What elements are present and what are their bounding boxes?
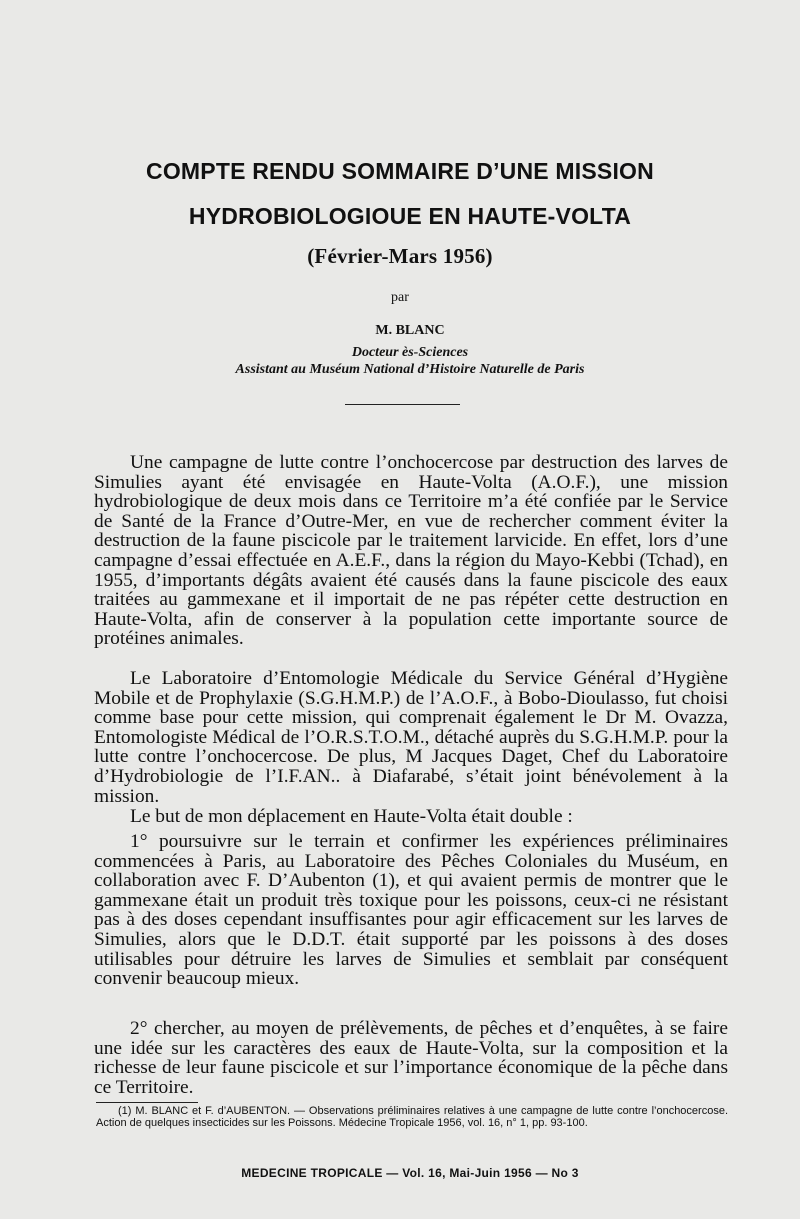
paragraph-1: Une campagne de lutte contre l’onchocercose par destruction des larves de Simulies ayant été envisagée en Haute-Volta (A.O.F.), une mission hydrobiologique de deux mois dans ce Territoire m’a été confiée par le Service de Santé de la France d’Outre-Mer, en vue de rechercher comment éviter la destruction de la faune piscicole par le traitement larvicide. En effet, lors d’une campagne d’essai effectuée en A.E.F., dans la région du Mayo-Kebbi (Tchad), en 1955, d’importants dégâts avaient été causés dans la faune piscicole des eaux traitées au gammexane et il importait de ne pas répéter cette destruction en Haute-Volta, afin de conserver à la population cette importante source de protéines animales. [94, 452, 728, 650]
byline-par: par [391, 290, 409, 305]
title-date: (Février-Mars 1956) [307, 244, 493, 268]
footnote: (1) M. BLANC et F. d’AUBENTON. — Observations préliminaires relatives à une campagne de lutte contre l’onchocercose. Action de quelques insecticides sur les Poissons. Médecine Tropicale 1956, vol. 16, n° 1, pp. 93-100. [96, 1105, 728, 1129]
paragraph-5: 2° chercher, au moyen de prélèvements, de pêches et d’enquêtes, à se faire une idée sur les caractères des eaux de Haute-Volta, sur la composition et la richesse de leur faune piscicole et sur l’importance économique de la pêche dans ce Territoire. [94, 1018, 728, 1098]
footnote-separator [96, 1102, 198, 1103]
journal-footer: MEDECINE TROPICALE — Vol. 16, Mai-Juin 1956 — No 3 [241, 1166, 579, 1180]
paragraph-4: 1° poursuivre sur le terrain et confirmer les expériences préliminaires commencées à Paris, au Laboratoire des Pêches Coloniales du Muséum, en collaboration avec F. D’Aubenton (1), et qui avaient permis de montrer que le gammexane était un produit très toxique pour les poissons, ceux-ci ne résistant pas à des doses cependant insuffisantes pour agir efficacement sur les larves de Simulies, alors que le D.D.T. était supporté par les poissons à des doses utilisables pour détruire les larves de Simulies et semblait par conséquent convenir beaucoup mieux. [94, 831, 728, 990]
title-line-1: COMPTE RENDU SOMMAIRE D’UNE MISSION [146, 158, 654, 184]
paragraph-3: Le but de mon déplacement en Haute-Volta était double : [130, 806, 573, 827]
author-affiliation: Assistant au Muséum National d’Histoire Naturelle de Paris [235, 362, 585, 377]
title-line-2: HYDROBIOLOGIOUE EN HAUTE-VOLTA [188, 203, 632, 229]
author-name: M. BLANC [375, 323, 445, 338]
author-degree: Docteur ès-Sciences [351, 345, 469, 360]
title-separator [345, 404, 460, 405]
paragraph-2: Le Laboratoire d’Entomologie Médicale du Service Général d’Hygiène Mobile et de Prophylaxie (S.G.H.M.P.) de l’A.O.F., à Bobo-Dioulasso, fut choisi comme base pour cette mission, qui comprenait également le Dr M. Ovazza, Entomologiste Médical de l’O.R.S.T.O.M., détaché auprès du S.G.H.M.P. pour la lutte contre l’onchocercose. De plus, M Jacques Daget, Chef du Laboratoire d’Hydrobiologie de l’I.F.AN.. à Diafarabé, s’était joint bénévolement à la mission. [94, 668, 728, 807]
